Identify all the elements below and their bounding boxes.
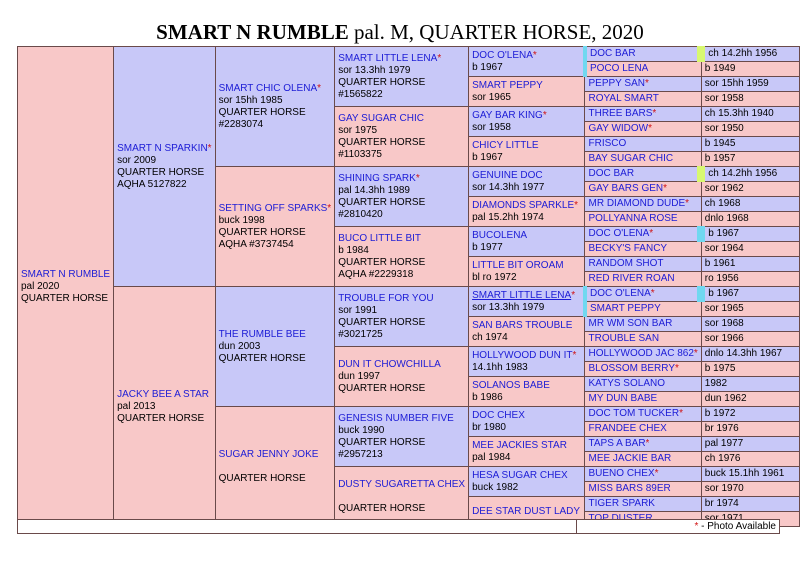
ancestor-detail-line: b 1972 — [704, 408, 736, 419]
ancestor-name-text: GAY SUGAR CHIC — [338, 112, 424, 124]
ancestor-detail-line: QUARTER HORSE — [338, 76, 426, 88]
g5-ancestor-name[interactable]: RANDOM SHOT — [588, 258, 664, 269]
ancestor-detail-line: sor 14.3hh 1977 — [472, 181, 545, 193]
ancestor-detail-line: #1565822 — [338, 88, 383, 100]
ancestor-detail-line: ch 1968 — [704, 198, 741, 209]
ancestor-detail-line: sor 13.3hh 1979 — [338, 64, 411, 76]
g3-ancestor-cell — [335, 347, 469, 407]
g4-ancestor-cell — [469, 257, 585, 287]
ancestor-name-text: SMART N SPARKIN — [117, 142, 208, 154]
ancestor-detail-line: br 1976 — [704, 423, 739, 434]
ancestor-detail-line: pal 1977 — [704, 438, 744, 449]
g5-ancestor-name[interactable]: GAY WIDOW — [588, 123, 649, 134]
ancestor-detail-line: sor 1975 — [338, 124, 378, 136]
ancestor-detail-line: QUARTER HORSE — [21, 292, 109, 304]
g4-ancestor-name[interactable]: SMART PEPPY — [472, 79, 543, 91]
horse-name-title: SMART N RUMBLE — [156, 20, 349, 44]
ancestor-detail-line: b 1967 — [708, 288, 739, 299]
g5-ancestor-cell — [585, 272, 701, 287]
ancestor-detail-line: buck 1982 — [472, 481, 519, 493]
ancestor-detail-line: pal 14.3hh 1989 — [338, 184, 410, 196]
pedigree-table — [17, 46, 800, 527]
g2-ancestor-name[interactable] — [219, 449, 332, 461]
g5-ancestor-cell — [585, 47, 701, 62]
ancestor-detail-line: pal 2013 — [117, 400, 156, 412]
ancestor-detail-line: b 1977 — [472, 241, 503, 253]
pedigree-row — [18, 287, 800, 302]
g5-ancestor-cell — [585, 107, 701, 122]
g5-ancestor-detail — [701, 317, 799, 332]
g5-ancestor-cell — [585, 377, 701, 392]
ancestor-detail-line: QUARTER HORSE — [218, 226, 306, 238]
ancestor-detail-line: b 1957 — [704, 153, 736, 164]
g5-ancestor-name[interactable]: MR DIAMOND DUDE — [588, 198, 686, 209]
g4-ancestor-cell — [469, 77, 585, 107]
g5-ancestor-detail — [701, 497, 799, 512]
g5-ancestor-name[interactable]: FRISCO — [588, 138, 627, 149]
g5-ancestor-name[interactable]: DOC BAR — [588, 168, 635, 179]
g5-ancestor-name[interactable]: DOC TOM TUCKER — [588, 408, 680, 419]
ancestor-name-text: DUN IT CHOWCHILLA — [338, 358, 441, 370]
g4-ancestor-name[interactable]: MEE JACKIES STAR — [472, 439, 567, 451]
ancestor-detail-line: dnlo 14.3hh 1967 — [704, 348, 783, 359]
g2-ancestor-cell — [215, 167, 335, 287]
ancestor-detail-line: sor 13.3hh 1979 — [472, 301, 545, 313]
g4-ancestor-name[interactable]: CHICY LITTLE — [472, 139, 539, 151]
g4-ancestor-name[interactable]: GENUINE DOC — [472, 169, 543, 181]
g4-ancestor-name[interactable]: DOC O'LENA — [472, 49, 533, 61]
g2-ancestor-name[interactable] — [219, 329, 332, 341]
g3-ancestor-name[interactable] — [338, 359, 465, 371]
g5-ancestor-name[interactable]: FRANDEE CHEX — [588, 423, 667, 434]
ancestor-detail-line: AQHA #3737454 — [218, 238, 294, 250]
g5-ancestor-name[interactable]: MY DUN BABE — [588, 393, 658, 404]
g5-ancestor-detail — [701, 347, 799, 362]
g4-ancestor-cell — [469, 107, 585, 137]
ancestor-detail-line: QUARTER HORSE — [338, 502, 426, 514]
ancestor-detail-line: sor 15hh 1985 — [218, 94, 283, 106]
g5-ancestor-detail — [701, 467, 799, 482]
g4-ancestor-cell — [469, 407, 585, 437]
g1-ancestor-name[interactable] — [117, 143, 211, 155]
ancestor-detail-line: bl ro 1972 — [472, 271, 517, 283]
ancestor-detail-line: QUARTER HORSE — [338, 256, 426, 268]
g2-ancestor-name[interactable] — [219, 83, 332, 95]
ancestor-detail-line: sor 1958 — [472, 121, 511, 133]
g4-ancestor-name[interactable]: SAN BARS TROUBLE — [472, 319, 573, 331]
subject-ancestor-cell — [18, 47, 114, 527]
ancestor-detail-line: sor 1966 — [704, 333, 744, 344]
g5-ancestor-name[interactable]: HOLLYWOOD JAC 862 — [588, 348, 694, 359]
g3-ancestor-cell — [335, 47, 469, 107]
ancestor-detail-line: ro 1956 — [704, 273, 739, 284]
photo-available-star: * — [572, 349, 577, 361]
g5-ancestor-cell — [585, 317, 701, 332]
g5-ancestor-cell — [585, 452, 701, 467]
ancestor-detail-line: AQHA 5127822 — [117, 178, 187, 190]
g5-ancestor-detail — [701, 392, 799, 407]
g5-ancestor-detail — [701, 167, 799, 182]
ancestor-name-text: BUCO LITTLE BIT — [338, 232, 421, 244]
ancestor-detail-line: buck 1998 — [218, 214, 265, 226]
photo-available-star: * — [571, 289, 576, 301]
ancestor-detail-line: #1103375 — [338, 148, 382, 160]
ancestor-detail-line: ch 15.3hh 1940 — [704, 108, 774, 119]
g5-ancestor-detail — [701, 257, 799, 272]
ancestor-detail-line: 14.1hh 1983 — [472, 361, 528, 373]
ancestor-detail-line: b 1967 — [472, 151, 503, 163]
g4-ancestor-cell — [469, 167, 585, 197]
subject-ancestor-name[interactable] — [21, 269, 110, 281]
ancestor-detail-line: dun 2003 — [218, 340, 261, 352]
ancestor-name-text: DUSTY SUGARETTA CHEX — [338, 478, 466, 490]
ancestor-detail-line: QUARTER HORSE — [338, 196, 426, 208]
g5-ancestor-cell — [585, 407, 701, 422]
ancestor-name-text: SMART N RUMBLE — [21, 268, 111, 280]
g5-ancestor-detail — [701, 197, 799, 212]
g5-ancestor-cell — [585, 482, 701, 497]
g5-ancestor-detail — [701, 287, 799, 302]
photo-available-star: * — [327, 202, 332, 214]
g2-ancestor-cell — [215, 47, 335, 167]
ancestor-detail-line: ch 1974 — [472, 331, 508, 343]
g5-ancestor-detail — [701, 122, 799, 137]
photo-available-star: * — [437, 52, 442, 64]
g5-ancestor-name[interactable]: TROUBLE SAN — [588, 333, 660, 344]
g3-ancestor-name[interactable] — [338, 479, 465, 491]
g5-ancestor-cell — [585, 392, 701, 407]
g5-ancestor-name[interactable]: ROYAL SMART — [588, 93, 659, 104]
g5-ancestor-name[interactable]: DOC O'LENA — [589, 288, 651, 299]
ancestor-detail-line: b 1975 — [704, 363, 736, 374]
g5-ancestor-cell — [585, 122, 701, 137]
ancestor-detail-line: br 1980 — [472, 421, 506, 433]
g3-ancestor-name[interactable] — [338, 53, 465, 65]
g5-ancestor-name[interactable]: KATYS SOLANO — [588, 378, 665, 389]
ancestor-detail-line: QUARTER HORSE — [218, 352, 306, 364]
g5-ancestor-name[interactable]: MR WM SON BAR — [588, 318, 673, 329]
g5-ancestor-detail — [701, 152, 799, 167]
g5-ancestor-cell — [585, 77, 701, 92]
g5-ancestor-name[interactable]: BUENO CHEX — [588, 468, 655, 479]
g4-ancestor-cell — [469, 137, 585, 167]
g4-ancestor-cell — [469, 47, 585, 77]
photo-available-star: * — [650, 288, 655, 299]
photo-available-star: * — [654, 468, 659, 479]
ancestor-name-text: SETTING OFF SPARKS — [218, 202, 328, 214]
g5-ancestor-cell — [585, 302, 701, 317]
pedigree-title — [0, 20, 800, 45]
photo-available-star: * — [645, 438, 650, 449]
g4-ancestor-name[interactable]: SMART LITTLE LENA — [472, 289, 572, 301]
g5-ancestor-cell — [585, 467, 701, 482]
g5-ancestor-cell — [585, 242, 701, 257]
ancestor-detail-line: ch 1976 — [704, 453, 741, 464]
ancestor-detail-line: b 1949 — [704, 63, 736, 74]
g5-ancestor-cell — [585, 332, 701, 347]
g5-ancestor-detail — [701, 422, 799, 437]
g4-ancestor-name[interactable]: LITTLE BIT OROAM — [472, 259, 564, 271]
g5-ancestor-cell — [585, 137, 701, 152]
g5-ancestor-cell — [585, 347, 701, 362]
photo-available-star: * — [648, 123, 653, 134]
ancestor-detail-line: QUARTER HORSE — [338, 382, 426, 394]
ancestor-name-text: THE RUMBLE BEE — [218, 328, 306, 340]
ancestor-detail-line: QUARTER HORSE — [338, 316, 426, 328]
ancestor-name-text: TROUBLE FOR YOU — [338, 292, 434, 304]
ancestor-detail-line: #2957213 — [338, 448, 383, 460]
g4-ancestor-name[interactable]: GAY BAR KING — [472, 109, 543, 121]
ancestor-name-text: SMART LITTLE LENA — [338, 52, 438, 64]
g2-ancestor-cell — [215, 407, 335, 527]
ancestor-detail-line: sor 1970 — [704, 483, 744, 494]
ancestor-detail-line — [338, 491, 465, 503]
ancestor-detail-line: b 1986 — [472, 391, 503, 403]
g5-ancestor-name[interactable]: POCO LENA — [589, 63, 649, 74]
g5-ancestor-detail — [701, 452, 799, 467]
g4-ancestor-name[interactable]: BUCOLENA — [472, 229, 528, 241]
g4-ancestor-cell — [469, 437, 585, 467]
g2-ancestor-name[interactable] — [219, 203, 332, 215]
ancestor-detail-line: QUARTER HORSE — [218, 106, 306, 118]
g4-ancestor-cell — [469, 347, 585, 377]
ancestor-detail-line: sor 1950 — [704, 123, 744, 134]
ancestor-detail-line: sor 1962 — [704, 183, 744, 194]
ancestor-detail-line: #3021725 — [338, 328, 383, 340]
pedigree-row — [18, 47, 800, 62]
photo-available-star: * — [532, 49, 537, 61]
ancestor-detail-line: sor 1991 — [338, 304, 378, 316]
g5-ancestor-detail — [701, 407, 799, 422]
g4-ancestor-name[interactable]: HESA SUGAR CHEX — [472, 469, 568, 481]
ancestor-detail-line: ch 14.2hh 1956 — [708, 48, 778, 59]
ancestor-detail-line: QUARTER HORSE — [218, 472, 306, 484]
ancestor-detail-line: pal 15.2hh 1974 — [472, 211, 544, 223]
ancestor-detail-line: sor 1965 — [704, 303, 744, 314]
g5-ancestor-detail — [701, 92, 799, 107]
g5-ancestor-detail — [701, 77, 799, 92]
g5-ancestor-detail — [701, 332, 799, 347]
photo-available-star: * — [675, 363, 679, 374]
g5-ancestor-name[interactable]: DOC BAR — [589, 48, 636, 59]
g3-ancestor-cell — [335, 227, 469, 287]
ancestor-detail-line: b 1945 — [704, 138, 736, 149]
g4-ancestor-cell — [469, 467, 585, 497]
g5-ancestor-name[interactable]: TIGER SPARK — [588, 498, 655, 509]
g5-ancestor-detail — [701, 107, 799, 122]
photo-available-star: * — [685, 198, 690, 209]
g5-ancestor-name[interactable]: DOC O'LENA — [588, 228, 650, 239]
g3-ancestor-name[interactable] — [338, 413, 465, 425]
ancestor-detail-line: dun 1962 — [704, 393, 747, 404]
ancestor-detail-line: buck 1990 — [338, 424, 385, 436]
ancestor-detail-line: sor 1964 — [704, 243, 744, 254]
footer-bar — [17, 519, 780, 534]
g4-ancestor-cell — [469, 197, 585, 227]
ancestor-detail-line: ch 14.2hh 1956 — [708, 168, 778, 179]
ancestor-name-text: SUGAR JENNY JOKE — [218, 448, 319, 460]
g5-ancestor-detail — [701, 362, 799, 377]
g3-ancestor-cell — [335, 107, 469, 167]
ancestor-detail-line: sor 1965 — [472, 91, 511, 103]
ancestor-detail-line: QUARTER HORSE — [117, 166, 205, 178]
g5-ancestor-name[interactable]: THREE BARS — [588, 108, 653, 119]
ancestor-detail-line: br 1974 — [704, 498, 739, 509]
photo-legend — [694, 520, 776, 533]
ancestor-detail-line: b 1967 — [472, 61, 503, 73]
g5-ancestor-cell — [585, 182, 701, 197]
g3-ancestor-name[interactable] — [338, 113, 465, 125]
g3-ancestor-name[interactable] — [338, 173, 465, 185]
g5-ancestor-name[interactable]: TAPS A BAR — [588, 438, 646, 449]
g4-ancestor-cell — [469, 227, 585, 257]
g5-ancestor-cell — [585, 62, 701, 77]
g1-ancestor-name[interactable] — [117, 389, 211, 401]
g5-ancestor-name[interactable]: MEE JACKIE BAR — [588, 453, 672, 464]
g5-ancestor-name[interactable]: BLOSSOM BERRY — [588, 363, 675, 374]
g4-ancestor-name[interactable]: HOLLYWOOD DUN IT — [472, 349, 573, 361]
ancestor-detail-line: buck 15.1hh 1961 — [704, 468, 785, 479]
g5-ancestor-detail — [701, 377, 799, 392]
g5-ancestor-detail — [701, 242, 799, 257]
g3-ancestor-name[interactable] — [338, 293, 465, 305]
g5-ancestor-detail — [701, 437, 799, 452]
g5-ancestor-cell — [585, 152, 701, 167]
ancestor-detail-line: sor 1968 — [704, 318, 744, 329]
g4-ancestor-cell — [469, 377, 585, 407]
ancestor-detail-line: dnlo 1968 — [704, 213, 749, 224]
g4-ancestor-cell — [469, 287, 585, 317]
ancestor-detail-line: dun 1997 — [338, 370, 380, 382]
g5-ancestor-cell — [585, 287, 701, 302]
g3-ancestor-name[interactable] — [338, 233, 465, 245]
legend-text: - Photo Available — [698, 521, 776, 532]
g5-ancestor-name[interactable]: MISS BARS 89ER — [588, 483, 671, 494]
photo-available-star: * — [645, 78, 649, 89]
ancestor-detail-line: QUARTER HORSE — [338, 436, 426, 448]
ancestor-detail-line: pal 1984 — [472, 451, 511, 463]
ancestor-detail-line: b 1961 — [704, 258, 736, 269]
photo-available-star: * — [574, 199, 579, 211]
photo-available-star: * — [663, 183, 668, 194]
g5-ancestor-detail — [701, 272, 799, 287]
g5-ancestor-cell — [585, 92, 701, 107]
ancestor-detail-line: b 1984 — [338, 244, 369, 256]
g4-ancestor-name[interactable]: DEE STAR DUST LADY — [472, 505, 581, 517]
g2-ancestor-cell — [215, 287, 335, 407]
ancestor-detail-line: sor 1958 — [704, 93, 744, 104]
g5-ancestor-name[interactable]: BAY SUGAR CHIC — [588, 153, 674, 164]
ancestor-detail-line: pal 2020 — [21, 280, 60, 292]
g5-ancestor-detail — [701, 137, 799, 152]
ancestor-detail-line: QUARTER HORSE — [338, 136, 426, 148]
ancestor-detail-line: sor 15hh 1959 — [704, 78, 769, 89]
g5-ancestor-detail — [701, 227, 799, 242]
g5-ancestor-cell — [585, 197, 701, 212]
g5-ancestor-detail — [701, 182, 799, 197]
photo-available-star: * — [317, 82, 322, 94]
legend-star: * — [694, 521, 699, 532]
ancestor-detail-line: 1982 — [704, 378, 728, 389]
g5-ancestor-cell — [585, 422, 701, 437]
g5-ancestor-cell — [585, 497, 701, 512]
g5-ancestor-cell — [585, 257, 701, 272]
ancestor-detail-line: QUARTER HORSE — [117, 412, 205, 424]
g4-ancestor-cell — [469, 317, 585, 347]
ancestor-name-text: SHINING SPARK — [338, 172, 416, 184]
g5-ancestor-detail — [701, 62, 799, 77]
g3-ancestor-cell — [335, 287, 469, 347]
g5-ancestor-name[interactable]: GAY BARS GEN — [588, 183, 664, 194]
g5-ancestor-name[interactable]: SMART PEPPY — [589, 303, 661, 314]
ancestor-detail-line: sor 2009 — [117, 154, 157, 166]
g5-ancestor-cell — [585, 227, 701, 242]
ancestor-detail-line: #2283074 — [218, 118, 264, 130]
g4-ancestor-name[interactable]: SOLANOS BABE — [472, 379, 550, 391]
ancestor-name-text: GENESIS NUMBER FIVE — [338, 412, 454, 424]
ancestor-detail-line: AQHA #2229318 — [338, 268, 414, 280]
g5-ancestor-detail — [701, 47, 799, 62]
photo-available-star: * — [679, 408, 683, 419]
g5-ancestor-detail — [701, 212, 799, 227]
g5-ancestor-cell — [585, 167, 701, 182]
photo-available-star: * — [415, 172, 420, 184]
g5-ancestor-name[interactable]: RED RIVER ROAN — [588, 273, 675, 284]
photo-available-star: * — [649, 228, 654, 239]
g5-ancestor-name[interactable]: BECKY'S FANCY — [588, 243, 668, 254]
g3-ancestor-cell — [335, 167, 469, 227]
g1-ancestor-cell — [114, 287, 215, 527]
photo-available-star: * — [542, 109, 547, 121]
photo-available-star: * — [652, 108, 657, 119]
ancestor-detail-line: #2810420 — [338, 208, 383, 220]
g5-ancestor-name[interactable]: POLLYANNA ROSE — [588, 213, 678, 224]
g5-ancestor-detail — [701, 302, 799, 317]
g3-ancestor-cell — [335, 407, 469, 467]
g4-ancestor-name[interactable]: DIAMONDS SPARKLE — [472, 199, 575, 211]
ancestor-detail-line: b 1967 — [708, 228, 739, 239]
photo-available-star: * — [207, 142, 212, 154]
g5-ancestor-cell — [585, 362, 701, 377]
ancestor-name-text: SMART CHIC OLENA — [218, 82, 318, 94]
g1-ancestor-cell — [114, 47, 215, 287]
g3-ancestor-cell — [335, 467, 469, 527]
ancestor-detail-line — [219, 461, 332, 473]
g4-ancestor-name[interactable]: DOC CHEX — [472, 409, 525, 421]
horse-description-title: pal. M, QUARTER HORSE, 2020 — [348, 20, 644, 44]
ancestor-name-text: JACKY BEE A STAR — [117, 388, 209, 400]
g5-ancestor-name[interactable]: PEPPY SAN — [588, 78, 645, 89]
g5-ancestor-detail — [701, 482, 799, 497]
g5-ancestor-cell — [585, 212, 701, 227]
footer-blank — [18, 520, 577, 533]
photo-available-star: * — [693, 348, 698, 359]
g5-ancestor-cell — [585, 437, 701, 452]
